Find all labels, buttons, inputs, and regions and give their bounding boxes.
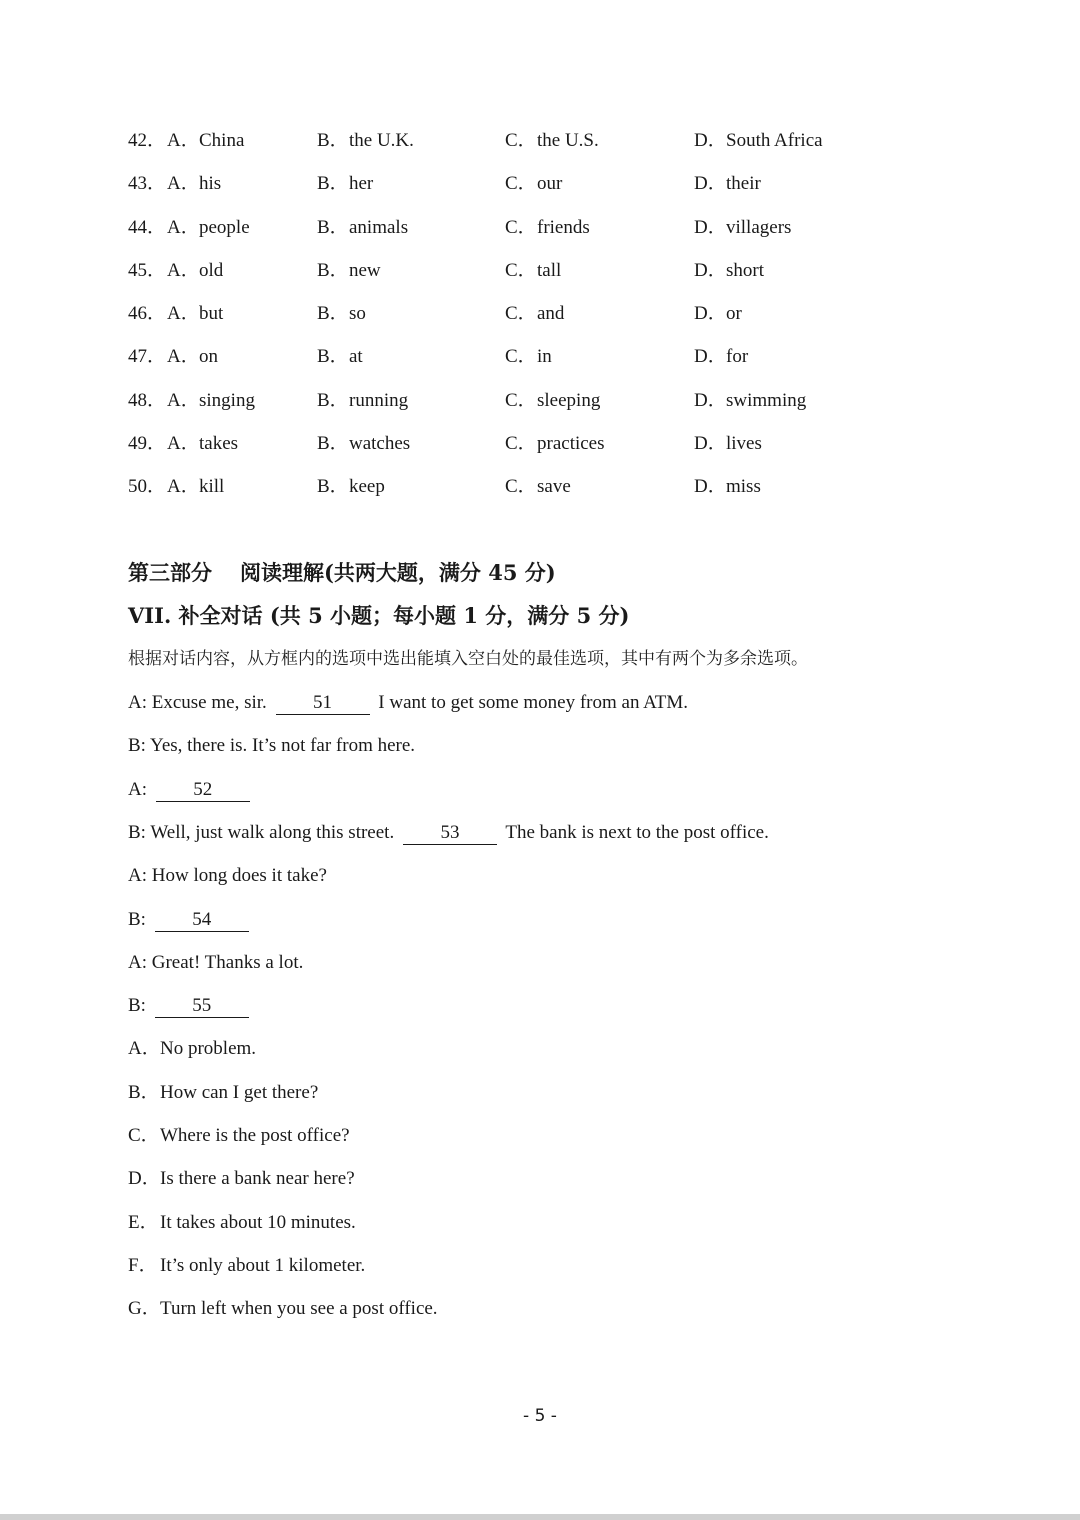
page-number: - 5 - [523,1406,557,1426]
option-c: C．the U.S. [505,130,599,151]
option-c: C．practices [505,433,605,454]
option-b: B．the U.K. [317,130,414,151]
option-d: D．lives [694,433,762,454]
list-item: D．Is there a bank near here? [128,1168,355,1189]
list-item: F． It’s only about 1 kilometer. [128,1255,366,1276]
option-a: A．kill [167,476,225,497]
answer-blank: 52 [156,779,250,802]
answer-blank: 54 [155,909,249,932]
section-part: 第三部分 [128,560,212,585]
list-item: C．Where is the post office? [128,1125,350,1146]
list-item: G．Turn left when you see a post office. [128,1298,438,1319]
option-d: D．South Africa [694,130,823,151]
option-b: B．new [317,260,381,281]
section-name: 阅读理解(共两大题，满分 45 分) [240,560,556,585]
option-d: D．swimming [694,390,807,411]
option-a: A．singing [167,390,255,411]
option-d: D．miss [694,476,761,497]
question-number: 43． [128,173,167,194]
option-c: C．our [505,173,563,194]
list-item: B．How can I get there? [128,1082,319,1103]
option-d: D．for [694,346,749,367]
list-item: E．It takes about 10 minutes. [128,1212,356,1233]
option-c: C．sleeping [505,390,601,411]
option-a: A．China [167,130,245,151]
question-number: 48． [128,390,167,411]
option-b: B．at [317,346,363,367]
option-c: C．save [505,476,571,497]
question-row [0,299,1080,329]
question-number: 42． [128,130,167,151]
dialogue-line: A: 52 [128,775,254,805]
option-a: A．people [167,217,250,238]
option-a: A．on [167,346,218,367]
answer-blank: 55 [155,995,249,1018]
question-number: 50． [128,476,167,497]
question-row [0,429,1080,459]
question-number: 44． [128,217,167,238]
dialogue-line: B: Yes, there is. It’s not far from here. [128,735,416,756]
question-number: 45． [128,260,167,281]
instruction-text: 根据对话内容，从方框内的选项中选出能填入空白处的最佳选项，其中有两个为多余选项。 [128,649,808,669]
option-a: A．old [167,260,224,281]
question-row [0,169,1080,199]
option-d: D．their [694,173,761,194]
question-number: 47． [128,346,167,367]
list-item: A．No problem. [128,1038,257,1059]
page-bottom-edge [0,1514,1080,1520]
option-a: A．takes [167,433,239,454]
option-d: D．villagers [694,217,792,238]
option-b: B．her [317,173,374,194]
dialogue-line: A: Excuse me, sir. 51 I want to get some money from an ATM. [128,692,689,713]
option-b: B．watches [317,433,411,454]
option-b: B．animals [317,217,409,238]
dialogue-line: B: Well, just walk along this street. 53 The bank is next to the post office. [128,822,769,843]
question-row [0,126,1080,156]
option-d: D．short [694,260,764,281]
option-d: D．or [694,303,742,324]
option-c: C．tall [505,260,562,281]
dialogue-line: A: How long does it take? [128,865,327,886]
dialogue-line: B: 54 [128,905,253,935]
question-row [0,256,1080,286]
question-number: 46． [128,303,167,324]
question-row [0,386,1080,416]
section-heading [128,558,556,588]
option-c: C．in [505,346,552,367]
option-a: A．his [167,173,222,194]
option-b: B．keep [317,476,385,497]
question-row [0,213,1080,243]
subsection-heading: VII. 补全对话 (共 5 小题；每小题 1 分，满分 5 分) [128,603,630,628]
option-b: B．running [317,390,409,411]
option-a: A．but [167,303,224,324]
question-row [0,472,1080,502]
dialogue-line: A: Great! Thanks a lot. [128,952,304,973]
answer-blank: 53 [403,822,497,845]
option-c: C．friends [505,217,590,238]
question-row [0,342,1080,372]
question-number: 49． [128,433,167,454]
option-b: B．so [317,303,366,324]
dialogue-line: B: 55 [128,991,253,1021]
option-c: C．and [505,303,565,324]
answer-blank: 51 [276,692,370,715]
